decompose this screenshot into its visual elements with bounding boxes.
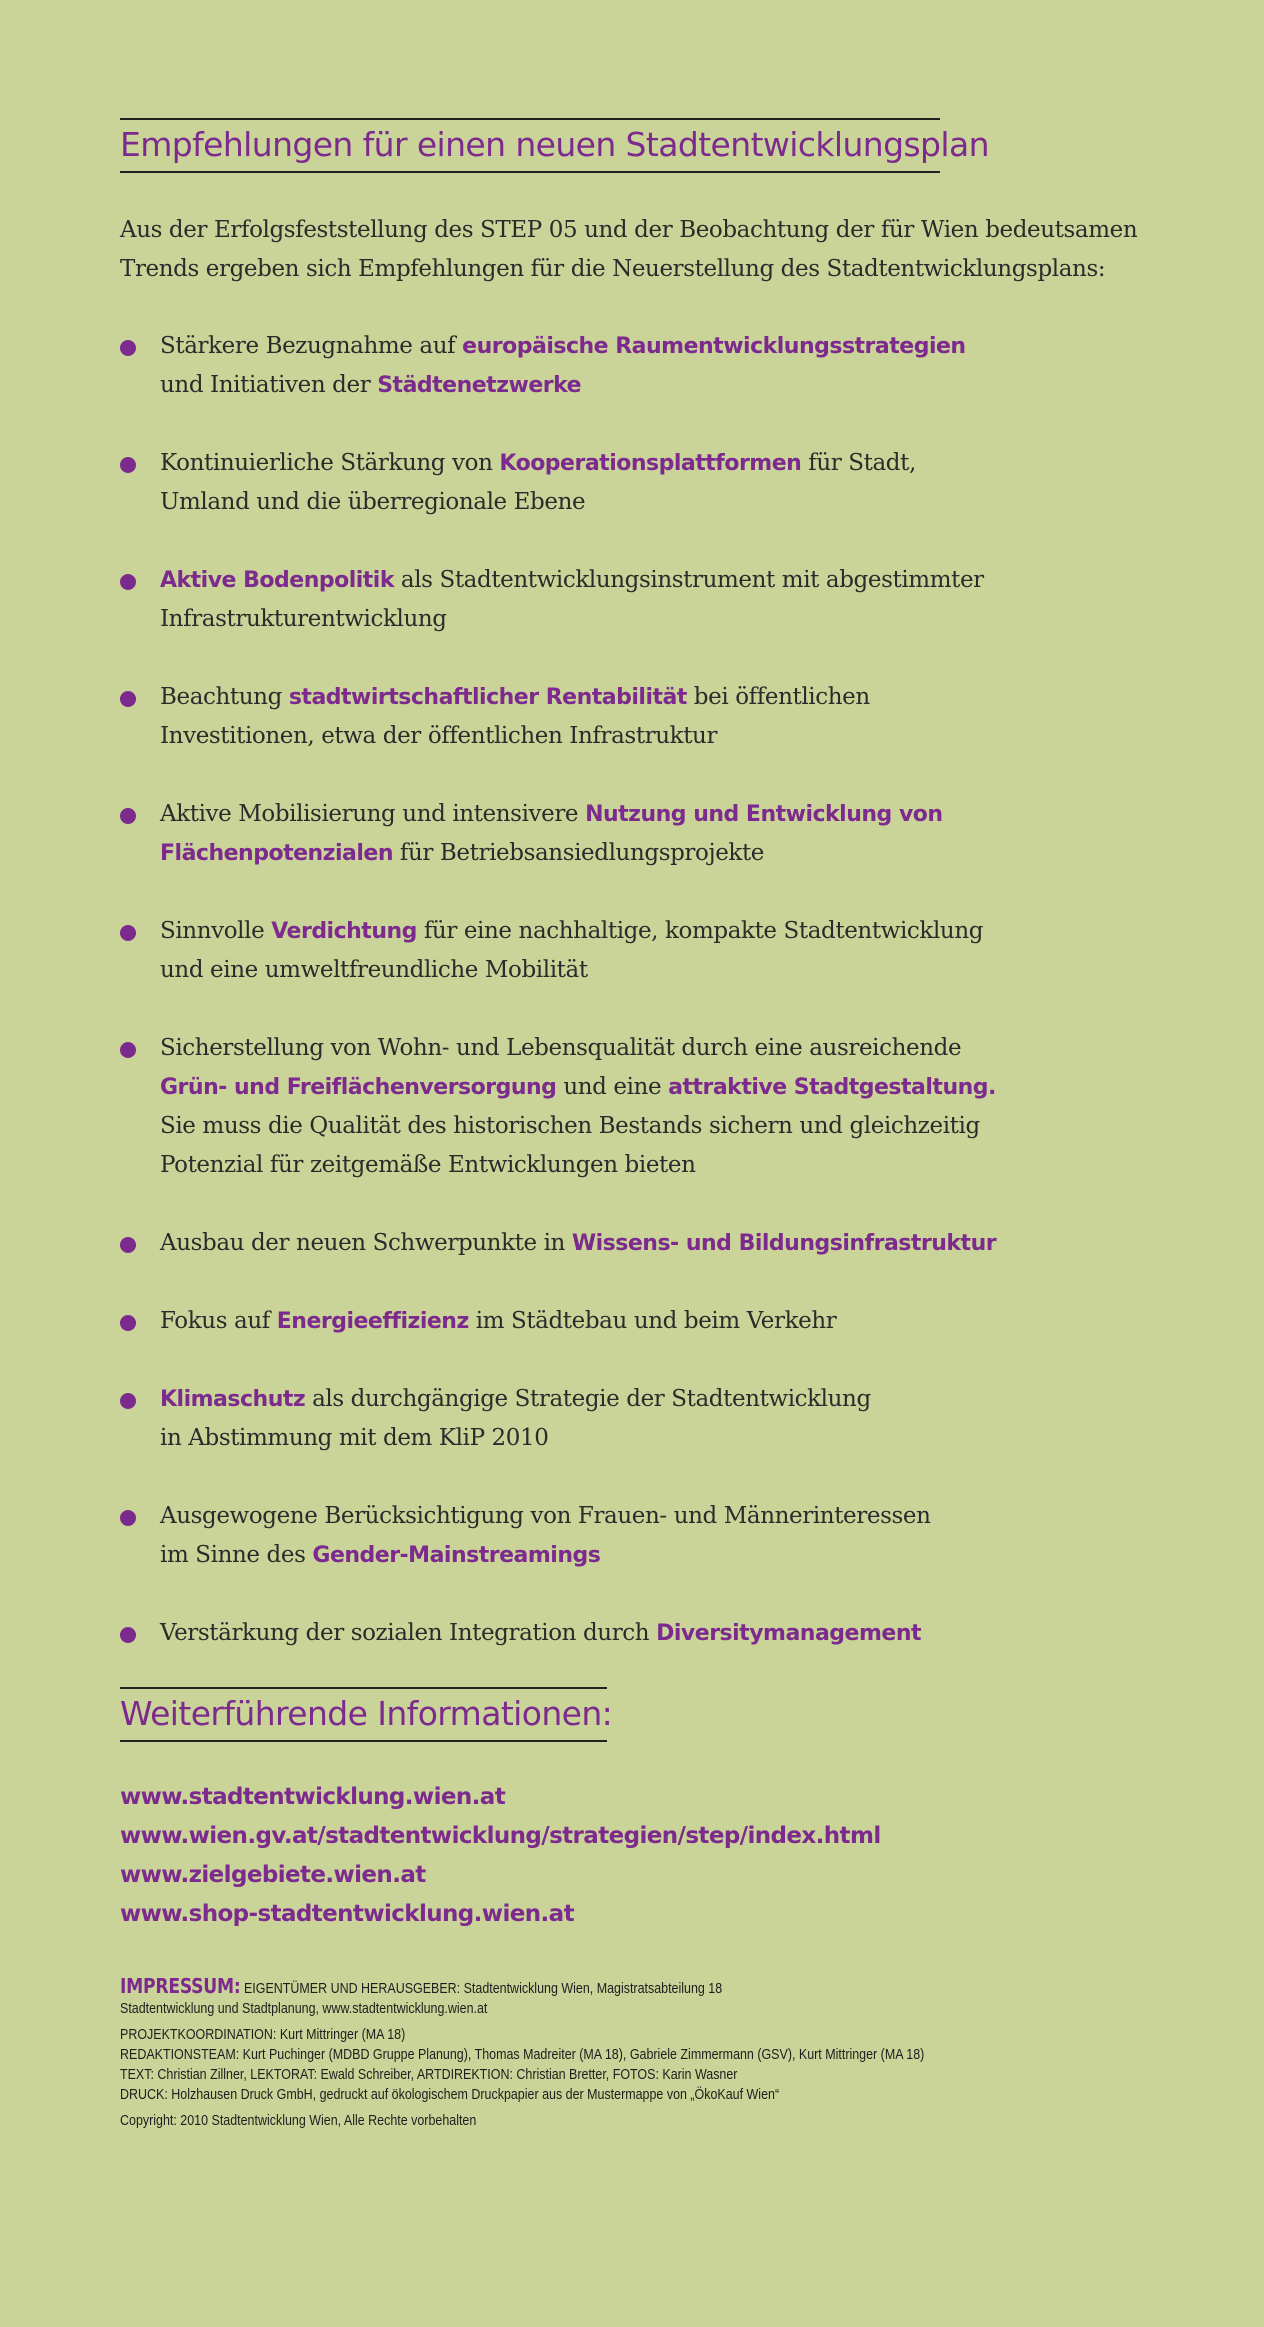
impressum-team: REDAKTIONSTEAM: Kurt Puchinger (MDBD Gruppe Planung), Thomas Madreiter (MA 18), Gabriele Zimmermann (GSV), Kurt Mittringer (MA 18) bbox=[120, 2047, 925, 2063]
impressum bbox=[120, 1976, 1118, 2131]
body-text: Infrastrukturentwicklung bbox=[160, 606, 447, 632]
recommendation-item bbox=[120, 1029, 1160, 1185]
more-info-heading: Weiterführende Informationen: bbox=[120, 1687, 607, 1742]
body-text: Potenzial für zeitgemäße Entwicklungen bieten bbox=[160, 1152, 696, 1178]
recommendation-line bbox=[160, 1146, 1160, 1185]
body-text: Fokus auf bbox=[160, 1308, 277, 1334]
highlight-text: Energieeffizienz bbox=[276, 1309, 469, 1334]
recommendation-line bbox=[160, 1536, 1160, 1575]
link-stadtentwicklung[interactable]: www.stadtentwicklung.wien.at bbox=[120, 1784, 506, 1810]
body-text: im Sinne des bbox=[160, 1542, 313, 1568]
recommendation-line bbox=[160, 834, 1160, 873]
recommendation-item bbox=[120, 1302, 1160, 1341]
highlight-text: Wissens- und Bildungsinfrastruktur bbox=[571, 1231, 997, 1256]
recommendation-line bbox=[160, 327, 1160, 366]
bullet-icon bbox=[120, 574, 136, 590]
link-zielgebiete[interactable]: www.zielgebiete.wien.at bbox=[120, 1862, 426, 1888]
highlight-text: attraktive Stadtgestaltung. bbox=[668, 1075, 996, 1100]
link-shop[interactable]: www.shop-stadtentwicklung.wien.at bbox=[120, 1901, 574, 1927]
intro-line: Trends ergeben sich Empfehlungen für die Neuerstellung des Stadtentwicklungsplans: bbox=[120, 256, 1106, 282]
highlight-text: europäische Raumentwicklungsstrategien bbox=[462, 334, 966, 359]
body-text: für Betriebsansiedlungsprojekte bbox=[392, 840, 764, 866]
bullet-icon bbox=[120, 457, 136, 473]
bullet-icon bbox=[120, 925, 136, 941]
link-step-index[interactable]: www.wien.gv.at/stadtentwicklung/strategien/step/index.html bbox=[120, 1823, 881, 1849]
recommendation-line bbox=[160, 1419, 1160, 1458]
recommendation-line bbox=[160, 951, 1160, 990]
body-text: Kontinuierliche Stärkung von bbox=[160, 450, 500, 476]
body-text: Umland und die überregionale Ebene bbox=[160, 489, 586, 515]
recommendation-item bbox=[120, 1497, 1160, 1575]
recommendation-item bbox=[120, 795, 1160, 873]
recommendation-item bbox=[120, 1380, 1160, 1458]
page bbox=[120, 118, 1160, 2131]
body-text: Stärkere Bezugnahme auf bbox=[160, 333, 463, 359]
body-text: Ausbau der neuen Schwerpunkte in bbox=[160, 1230, 572, 1256]
recommendation-line bbox=[160, 1380, 1160, 1419]
body-text: Ausgewogene Berücksichtigung von Frauen- und Männerinteressen bbox=[160, 1503, 931, 1529]
body-text: Sicherstellung von Wohn- und Lebensqualität durch eine ausreichende bbox=[160, 1035, 962, 1061]
recommendation-line bbox=[160, 1302, 1160, 1341]
impressum-copyright: Copyright: 2010 Stadtentwicklung Wien, Alle Rechte vorbehalten bbox=[120, 2113, 477, 2129]
body-text: für eine nachhaltige, kompakte Stadtentwicklung bbox=[416, 918, 984, 944]
body-text: und eine umweltfreundliche Mobilität bbox=[160, 957, 588, 983]
bullet-icon bbox=[120, 808, 136, 824]
body-text: Sinnvolle bbox=[160, 918, 272, 944]
impressum-print: DRUCK: Holzhausen Druck GmbH, gedruckt auf ökologischem Druckpapier aus der Mustermappe von „ÖkoKauf Wien“ bbox=[120, 2087, 780, 2103]
body-text: und eine bbox=[556, 1074, 669, 1100]
impressum-label: IMPRESSUM: bbox=[120, 1974, 241, 1998]
page-title: Empfehlungen für einen neuen Stadtentwicklungsplan bbox=[120, 118, 940, 173]
highlight-text: Gender-Mainstreamings bbox=[312, 1543, 601, 1568]
recommendation-item bbox=[120, 561, 1160, 639]
bullet-icon bbox=[120, 340, 136, 356]
highlight-text: Städtenetzwerke bbox=[377, 373, 582, 398]
body-text: im Städtebau und beim Verkehr bbox=[468, 1308, 837, 1334]
impressum-owner bbox=[120, 1976, 1118, 1999]
body-text: Aktive Mobilisierung und intensivere bbox=[160, 801, 586, 827]
recommendation-line bbox=[160, 1068, 1160, 1107]
body-text: Investitionen, etwa der öffentlichen Infrastruktur bbox=[160, 723, 718, 749]
link-list bbox=[120, 1778, 1160, 1934]
recommendation-line bbox=[160, 678, 1160, 717]
body-text: bei öffentlichen bbox=[686, 684, 870, 710]
impressum-owner-text: EIGENTÜMER UND HERAUSGEBER: Stadtentwicklung Wien, Magistratsabteilung 18 bbox=[240, 1981, 723, 1997]
recommendation-line bbox=[160, 1107, 1160, 1146]
recommendation-line bbox=[160, 483, 1160, 522]
bullet-icon bbox=[120, 1627, 136, 1643]
recommendation-line bbox=[160, 717, 1160, 756]
recommendation-item bbox=[120, 912, 1160, 990]
recommendation-line bbox=[160, 444, 1160, 483]
recommendation-line bbox=[160, 1497, 1160, 1536]
recommendation-line bbox=[160, 1224, 1160, 1263]
recommendation-item bbox=[120, 1224, 1160, 1263]
bullet-icon bbox=[120, 1042, 136, 1058]
bullet-icon bbox=[120, 691, 136, 707]
highlight-text: stadtwirtschaftlicher Rentabilität bbox=[288, 685, 687, 710]
recommendation-line bbox=[160, 1029, 1160, 1068]
highlight-text: Aktive Bodenpolitik bbox=[160, 568, 394, 593]
body-text: und Initiativen der bbox=[160, 372, 378, 398]
recommendation-list bbox=[120, 327, 1160, 1653]
body-text: in Abstimmung mit dem KliP 2010 bbox=[160, 1425, 549, 1451]
highlight-text: Klimaschutz bbox=[160, 1387, 306, 1412]
bullet-icon bbox=[120, 1510, 136, 1526]
impressum-text: TEXT: Christian Zillner, LEKTORAT: Ewald Schreiber, ARTDIREKTION: Christian Bretter, FOTOS: Karin Wasner bbox=[120, 2067, 738, 2083]
intro-paragraph bbox=[120, 211, 1160, 289]
highlight-text: Diversitymanagement bbox=[656, 1621, 922, 1646]
highlight-text: Kooperationsplattformen bbox=[499, 451, 802, 476]
body-text: für Stadt, bbox=[801, 450, 916, 476]
highlight-text: Flächenpotenzialen bbox=[160, 841, 393, 866]
highlight-text: Nutzung und Entwicklung von bbox=[585, 802, 943, 827]
recommendation-line bbox=[160, 600, 1160, 639]
body-text: Sie muss die Qualität des historischen Bestands sichern und gleichzeitig bbox=[160, 1113, 980, 1139]
recommendation-item bbox=[120, 1614, 1160, 1653]
body-text: als durchgängige Strategie der Stadtentwicklung bbox=[305, 1386, 871, 1412]
bullet-icon bbox=[120, 1315, 136, 1331]
highlight-text: Grün- und Freiflächenversorgung bbox=[160, 1075, 557, 1100]
body-text: als Stadtentwicklungsinstrument mit abgestimmter bbox=[393, 567, 984, 593]
recommendation-item bbox=[120, 327, 1160, 405]
recommendation-item bbox=[120, 678, 1160, 756]
bullet-icon bbox=[120, 1393, 136, 1409]
intro-line: Aus der Erfolgsfeststellung des STEP 05 und der Beobachtung der für Wien bedeutsamen bbox=[120, 217, 1138, 243]
body-text: Beachtung bbox=[160, 684, 289, 710]
recommendation-item bbox=[120, 444, 1160, 522]
recommendation-line bbox=[160, 1614, 1160, 1653]
recommendation-line bbox=[160, 366, 1160, 405]
impressum-department: Stadtentwicklung und Stadtplanung, www.stadtentwicklung.wien.at bbox=[120, 2001, 488, 2017]
bullet-icon bbox=[120, 1237, 136, 1253]
impressum-project: PROJEKTKOORDINATION: Kurt Mittringer (MA 18) bbox=[120, 2027, 406, 2043]
recommendation-line bbox=[160, 912, 1160, 951]
highlight-text: Verdichtung bbox=[271, 919, 417, 944]
body-text: Verstärkung der sozialen Integration durch bbox=[160, 1620, 657, 1646]
recommendation-line bbox=[160, 561, 1160, 600]
recommendation-line bbox=[160, 795, 1160, 834]
